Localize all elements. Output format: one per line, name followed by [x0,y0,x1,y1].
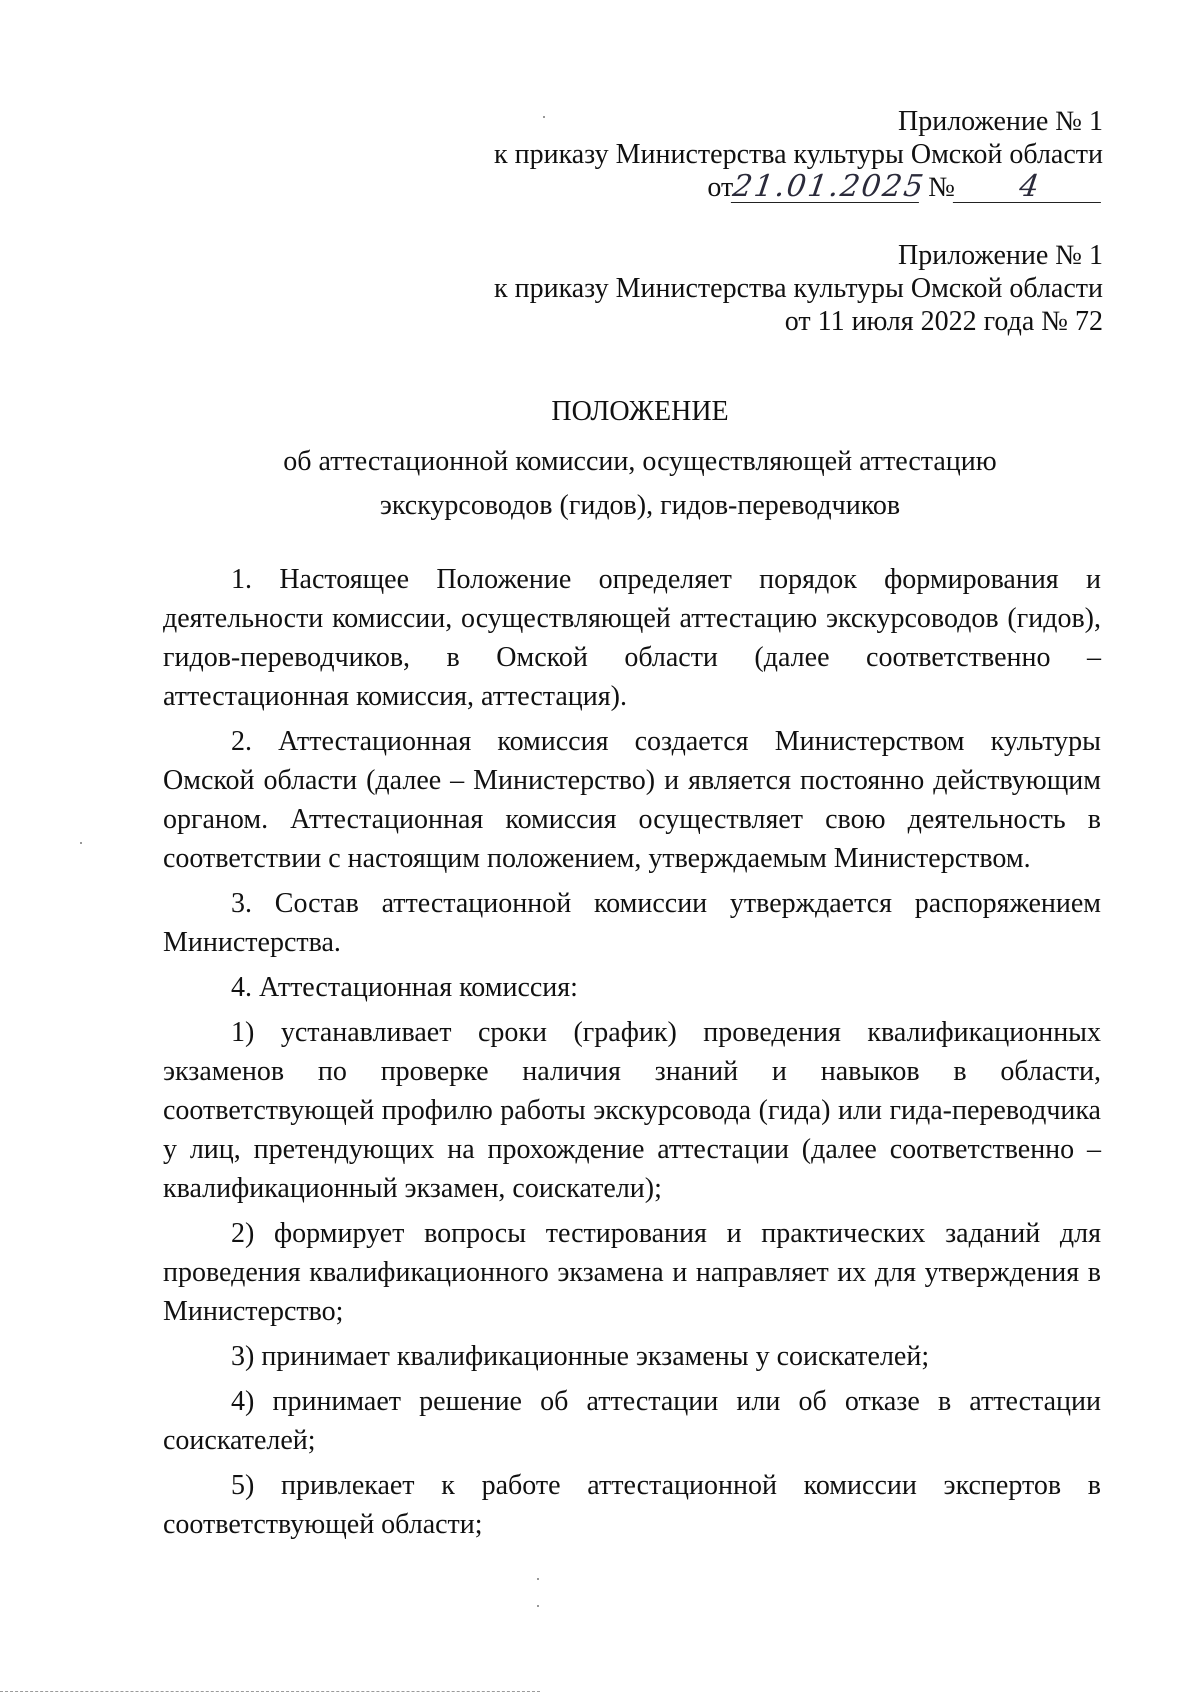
appendix-header-new [494,105,1103,204]
paragraph: 1. Настоящее Положение определяет порядок формирования и деятельности комиссии, осуществляющей аттестацию экскурсоводов (гидов), гидов-переводчиков, в Омской области (далее соответственно – аттестационная комиссия, аттестация). [163,564,1101,712]
appendix-date-line: от 11 июля 2022 года № 72 [784,306,1103,337]
list-item: 3) принимает квалификационные экзамены у соискателей; [231,1341,930,1372]
appendix-date-line [494,171,1103,204]
date-prefix: от [707,172,734,203]
list-item: 1) устанавливает сроки (график) проведения квалификационных экзаменов по проверке наличия знаний и навыков в области, соответствующей профилю работы экскурсовода (гида) или гида-переводчика у лиц, претендующих на прохождение аттестации (далее соответственно – квалификационный экзамен, соискатели); [163,1017,1101,1204]
document-title: ПОЛОЖЕНИЕ [551,396,729,427]
handwritten-date: 21.01.2025 [730,169,928,204]
list-item: 2) формирует вопросы тестирования и практических заданий для проведения квалификационного экзамена и направляет их для утверждения в Министерство; [163,1218,1101,1327]
list-item: 4) принимает решение об аттестации или об отказе в аттестации соискателей; [163,1386,1101,1456]
appendix-title: Приложение № 1 [898,240,1103,271]
appendix-order-ref: к приказу Министерства культуры Омской области [494,139,1103,170]
document-body [163,560,1101,1544]
scan-speck [537,1578,539,1580]
appendix-title: Приложение № 1 [898,106,1103,137]
paragraph: 4. Аттестационная комиссия: [231,972,578,1003]
paragraph: 3. Состав аттестационной комиссии утверждается распоряжением Министерства. [163,888,1101,958]
subtitle-line-1: об аттестационной комиссии, осуществляющей аттестацию [283,446,997,477]
handwritten-number: 4 [953,172,1105,203]
document-subtitle [160,440,1120,528]
scan-speck [543,116,545,118]
scan-speck [80,842,82,844]
appendix-order-ref: к приказу Министерства культуры Омской области [494,273,1103,304]
scan-edge-rule [0,1691,540,1692]
paragraph: 2. Аттестационная комиссия создается Министерством культуры Омской области (далее – Министерство) и является постоянно действующим органом. Аттестационная комиссия осуществляет свою деятельность в соответствии с настоящим положением, утверждаемым Министерством. [163,726,1101,874]
number-label: № [928,172,955,203]
list-item: 5) привлекает к работе аттестационной комиссии экспертов в соответствующей области; [163,1470,1101,1540]
scan-speck [537,1605,539,1607]
appendix-header-old [494,239,1103,338]
subtitle-line-2: экскурсоводов (гидов), гидов-переводчиков [379,490,901,521]
